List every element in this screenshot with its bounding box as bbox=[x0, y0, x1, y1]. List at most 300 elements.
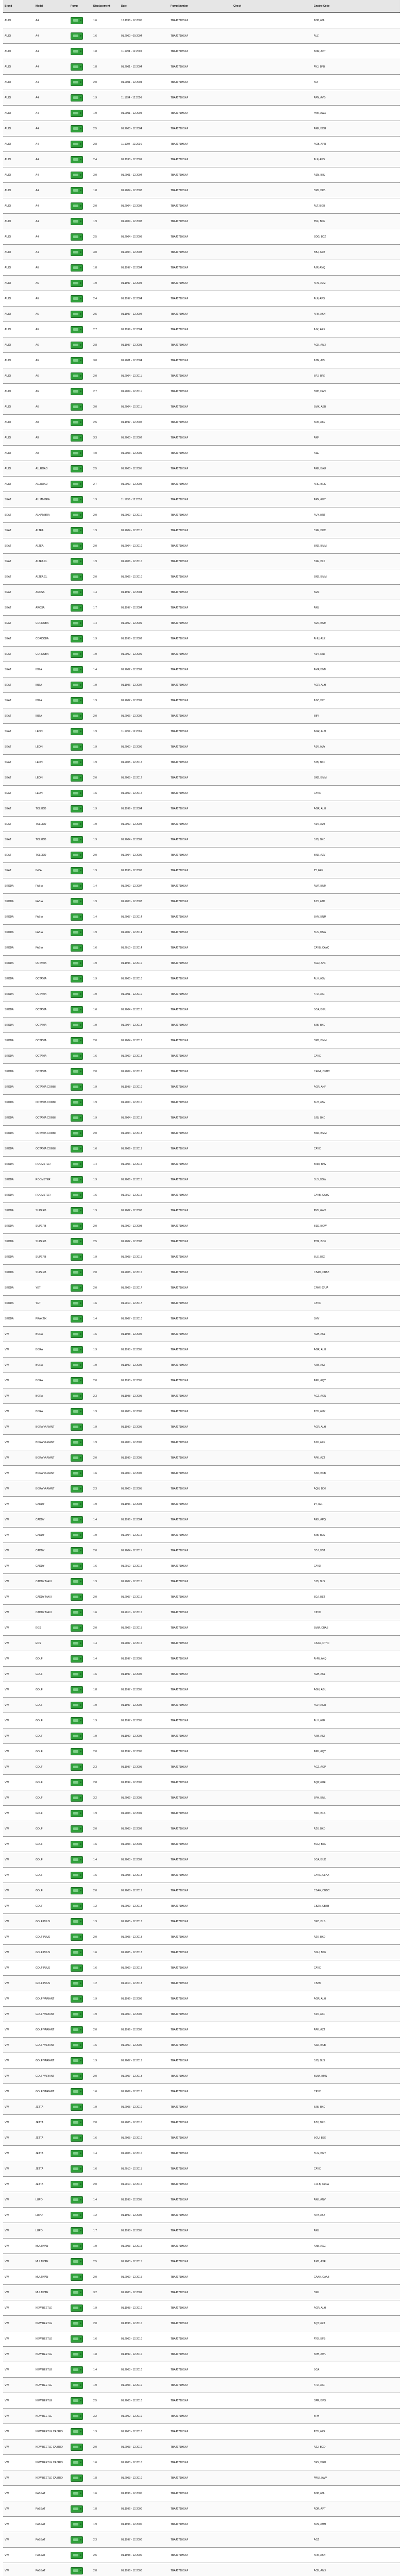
cell-engine-code: AKU bbox=[312, 2223, 400, 2239]
cell-model: A6 bbox=[34, 291, 69, 307]
cell-pump bbox=[69, 1435, 92, 1450]
cell-displacement: 1.9 bbox=[92, 1342, 120, 1358]
cell-pump bbox=[69, 1419, 92, 1435]
cell-model: TOLEDO bbox=[34, 832, 69, 848]
cell-pump-number: TBA4171H5XA bbox=[169, 260, 232, 276]
cell-date: 12.1996 - 12.2000 bbox=[120, 12, 169, 28]
fuel-pump-icon bbox=[71, 1362, 83, 1369]
cell-check bbox=[232, 1899, 312, 1914]
cell-displacement: 1.2 bbox=[92, 2208, 120, 2223]
table-row bbox=[3, 739, 400, 755]
cell-brand: VW bbox=[3, 2455, 34, 2470]
cell-model: GOLF PLUS bbox=[34, 1960, 69, 1976]
cell-pump bbox=[69, 848, 92, 863]
table-row bbox=[3, 1342, 400, 1358]
cell-date: 01.2007 - 12.2015 bbox=[120, 1636, 169, 1651]
fuel-pump-icon bbox=[71, 1578, 83, 1585]
cell-brand: SEAT bbox=[3, 724, 34, 739]
cell-brand: SKODA bbox=[3, 987, 34, 1002]
cell-displacement: 2.8 bbox=[92, 1775, 120, 1790]
cell-engine-code: BJB, BKC bbox=[312, 2099, 400, 2115]
cell-brand: AUDI bbox=[3, 353, 34, 368]
cell-displacement: 1.9 bbox=[92, 2378, 120, 2393]
cell-brand: SKODA bbox=[3, 1311, 34, 1327]
cell-pump bbox=[69, 1203, 92, 1218]
cell-check bbox=[232, 2053, 312, 2069]
cell-displacement: 2.0 bbox=[92, 2439, 120, 2455]
fuel-pump-icon bbox=[71, 805, 83, 812]
cell-model: BORA bbox=[34, 1342, 69, 1358]
cell-model: LEON bbox=[34, 739, 69, 755]
cell-date: 01.2004 - 12.2013 bbox=[120, 1110, 169, 1126]
table-row bbox=[3, 2517, 400, 2532]
cell-date: 01.1996 - 12.2003 bbox=[120, 863, 169, 878]
table-row bbox=[3, 1574, 400, 1589]
fuel-pump-icon bbox=[71, 1022, 83, 1029]
cell-displacement: 2.3 bbox=[92, 2532, 120, 2548]
cell-brand: VW bbox=[3, 1945, 34, 1960]
cell-check bbox=[232, 2269, 312, 2285]
cell-brand: SKODA bbox=[3, 940, 34, 956]
cell-displacement: 2.0 bbox=[92, 198, 120, 214]
table-row bbox=[3, 2455, 400, 2470]
cell-brand: VW bbox=[3, 2161, 34, 2177]
cell-check bbox=[232, 1636, 312, 1651]
cell-brand: VW bbox=[3, 1728, 34, 1744]
cell-model: NEW BEETLE CABRIO bbox=[34, 2439, 69, 2455]
table-row bbox=[3, 2007, 400, 2022]
cell-engine-code: BGU, BSE bbox=[312, 1945, 400, 1960]
cell-model: IBIZA bbox=[34, 662, 69, 677]
cell-engine-code: ASV, AUY bbox=[312, 739, 400, 755]
cell-pump bbox=[69, 1914, 92, 1929]
cell-check bbox=[232, 368, 312, 384]
cell-date: 01.2007 - 12.2014 bbox=[120, 925, 169, 940]
fuel-pump-icon bbox=[71, 1083, 83, 1091]
cell-check bbox=[232, 1497, 312, 1512]
cell-displacement: 1.6 bbox=[92, 2038, 120, 2053]
cell-date: 01.1998 - 12.2001 bbox=[120, 152, 169, 167]
cell-model: SUPERB bbox=[34, 1234, 69, 1249]
cell-displacement: 1.9 bbox=[92, 863, 120, 878]
table-row bbox=[3, 600, 400, 616]
cell-pump-number: TBA4171H5XA bbox=[169, 786, 232, 801]
cell-pump-number: TBA4171H5XA bbox=[169, 2501, 232, 2517]
cell-brand: VW bbox=[3, 1620, 34, 1636]
table-row bbox=[3, 1404, 400, 1419]
table-row bbox=[3, 183, 400, 198]
cell-date: 01.1997 - 12.2005 bbox=[120, 1759, 169, 1775]
fuel-pump-icon bbox=[71, 2304, 83, 2312]
cell-pump bbox=[69, 1296, 92, 1311]
cell-engine-code: CFFB, CLCA bbox=[312, 2177, 400, 2192]
cell-pump-number: TBA4171H5XA bbox=[169, 1342, 232, 1358]
cell-displacement: 1.9 bbox=[92, 956, 120, 971]
cell-check bbox=[232, 1728, 312, 1744]
cell-date: 01.1998 - 12.2005 bbox=[120, 2223, 169, 2239]
cell-displacement: 2.0 bbox=[92, 848, 120, 863]
fuel-pump-icon bbox=[71, 2351, 83, 2358]
cell-model: ALHAMBRA bbox=[34, 492, 69, 507]
cell-pump-number: TBA4171H5XA bbox=[169, 1744, 232, 1759]
cell-model: ROOMSTER bbox=[34, 1188, 69, 1203]
fuel-pump-icon bbox=[71, 759, 83, 766]
cell-pump-number: TBA4171H5XA bbox=[169, 461, 232, 477]
cell-check bbox=[232, 1249, 312, 1265]
cell-brand: SKODA bbox=[3, 1188, 34, 1203]
cell-brand: VW bbox=[3, 2378, 34, 2393]
cell-engine-code: BPR, BPS bbox=[312, 2393, 400, 2409]
cell-displacement: 2.8 bbox=[92, 137, 120, 152]
cell-pump bbox=[69, 971, 92, 987]
cell-model: LEON bbox=[34, 755, 69, 770]
fuel-pump-icon bbox=[71, 1934, 83, 1941]
cell-model: GOLF bbox=[34, 1790, 69, 1806]
cell-displacement: 2.5 bbox=[92, 229, 120, 245]
cell-pump-number: TBA4171H5XA bbox=[169, 137, 232, 152]
cell-pump-number: TBA4171H5XA bbox=[169, 600, 232, 616]
cell-brand: SKODA bbox=[3, 1064, 34, 1079]
cell-displacement: 1.9 bbox=[92, 276, 120, 291]
fuel-pump-icon bbox=[71, 960, 83, 967]
cell-pump bbox=[69, 1759, 92, 1775]
cell-pump-number: TBA4171H5XA bbox=[169, 2115, 232, 2130]
cell-engine-code: ALF, APS bbox=[312, 291, 400, 307]
cell-check bbox=[232, 2007, 312, 2022]
cell-check bbox=[232, 786, 312, 801]
cell-pump bbox=[69, 2084, 92, 2099]
cell-engine-code: AFN, AJM bbox=[312, 276, 400, 291]
cell-brand: SEAT bbox=[3, 677, 34, 693]
cell-displacement: 1.9 bbox=[92, 894, 120, 909]
cell-check bbox=[232, 276, 312, 291]
cell-check bbox=[232, 2409, 312, 2424]
cell-model: CORDOBA bbox=[34, 631, 69, 647]
cell-pump bbox=[69, 307, 92, 322]
cell-brand: SKODA bbox=[3, 1296, 34, 1311]
cell-pump-number: TBA4171H5XA bbox=[169, 1868, 232, 1883]
cell-model: GOLF PLUS bbox=[34, 1914, 69, 1929]
cell-displacement: 2.0 bbox=[92, 1589, 120, 1605]
cell-brand: VW bbox=[3, 2424, 34, 2439]
cell-displacement: 1.6 bbox=[92, 1667, 120, 1682]
cell-pump bbox=[69, 2316, 92, 2331]
cell-displacement: 1.8 bbox=[92, 2347, 120, 2362]
cell-pump-number: TBA4171H5XA bbox=[169, 2146, 232, 2161]
cell-date: 01.2004 - 12.2011 bbox=[120, 399, 169, 415]
cell-check bbox=[232, 106, 312, 121]
cell-displacement: 1.6 bbox=[92, 786, 120, 801]
cell-pump bbox=[69, 2115, 92, 2130]
cell-engine-code: AGZ, AQN bbox=[312, 1388, 400, 1404]
table-row bbox=[3, 1048, 400, 1064]
cell-date: 01.1996 - 12.2000 bbox=[120, 2501, 169, 2517]
cell-displacement: 1.9 bbox=[92, 492, 120, 507]
cell-displacement: 1.9 bbox=[92, 1095, 120, 1110]
cell-engine-code: ANY, AYZ bbox=[312, 2208, 400, 2223]
table-row bbox=[3, 399, 400, 415]
cell-check bbox=[232, 307, 312, 322]
fuel-pump-icon bbox=[71, 1717, 83, 1724]
fuel-pump-icon bbox=[71, 1686, 83, 1693]
cell-pump-number: TBA4171H5XA bbox=[169, 585, 232, 600]
cell-check bbox=[232, 1450, 312, 1466]
cell-displacement: 2.3 bbox=[92, 1481, 120, 1497]
cell-pump bbox=[69, 724, 92, 739]
fuel-pump-icon bbox=[71, 264, 83, 272]
cell-model: GOLF bbox=[34, 1651, 69, 1667]
cell-pump-number: TBA4171H5XA bbox=[169, 1280, 232, 1296]
fuel-pump-icon bbox=[71, 2258, 83, 2265]
cell-displacement: 1.9 bbox=[92, 1079, 120, 1095]
cell-engine-code: BKC, BLS bbox=[312, 1914, 400, 1929]
cell-engine-code: APK, AZJ bbox=[312, 2022, 400, 2038]
table-row bbox=[3, 106, 400, 121]
cell-brand: VW bbox=[3, 2409, 34, 2424]
cell-model: GOLF bbox=[34, 1728, 69, 1744]
cell-displacement: 1.9 bbox=[92, 832, 120, 848]
cell-pump-number: TBA4171H5XA bbox=[169, 817, 232, 832]
cell-pump bbox=[69, 2239, 92, 2254]
cell-pump-number: TBA4171H5XA bbox=[169, 1404, 232, 1419]
cell-check bbox=[232, 554, 312, 569]
cell-displacement: 2.0 bbox=[92, 1450, 120, 1466]
cell-date: 01.1999 - 12.2005 bbox=[120, 1728, 169, 1744]
cell-displacement: 1.8 bbox=[92, 260, 120, 276]
fuel-pump-icon bbox=[71, 295, 83, 302]
cell-check bbox=[232, 1651, 312, 1667]
cell-displacement: 1.9 bbox=[92, 1172, 120, 1188]
cell-model: SUPERB bbox=[34, 1203, 69, 1218]
cell-date: 01.1996 - 12.2004 bbox=[120, 1512, 169, 1528]
cell-engine-code: BDG, BCZ bbox=[312, 229, 400, 245]
cell-pump bbox=[69, 554, 92, 569]
cell-check bbox=[232, 801, 312, 817]
cell-check bbox=[232, 1280, 312, 1296]
cell-engine-code: BNV, BNM bbox=[312, 909, 400, 925]
cell-displacement: 2.3 bbox=[92, 1759, 120, 1775]
cell-brand: VW bbox=[3, 1388, 34, 1404]
cell-date: 01.2008 - 12.2015 bbox=[120, 1265, 169, 1280]
cell-engine-code: AGZ, AQP bbox=[312, 1759, 400, 1775]
table-row bbox=[3, 2439, 400, 2455]
cell-engine-code: BXE, BKC bbox=[312, 523, 400, 538]
cell-model: OCTAVIA bbox=[34, 956, 69, 971]
cell-pump bbox=[69, 2177, 92, 2192]
cell-pump-number: TBA4171H5XA bbox=[169, 1311, 232, 1327]
cell-pump-number: TBA4171H5XA bbox=[169, 2038, 232, 2053]
cell-date: 11.1994 - 12.2000 bbox=[120, 44, 169, 59]
cell-date: 01.2000 - 12.2006 bbox=[120, 739, 169, 755]
fuel-pump-icon bbox=[71, 1377, 83, 1384]
cell-displacement: 1.9 bbox=[92, 1419, 120, 1435]
table-row bbox=[3, 2084, 400, 2099]
cell-displacement: 1.4 bbox=[92, 662, 120, 677]
cell-pump bbox=[69, 2501, 92, 2517]
cell-check bbox=[232, 1079, 312, 1095]
cell-pump bbox=[69, 708, 92, 724]
cell-engine-code: BXE, BLS bbox=[312, 554, 400, 569]
cell-model: JETTA bbox=[34, 2115, 69, 2130]
cell-date: 01.2004 - 12.2013 bbox=[120, 1126, 169, 1141]
table-row bbox=[3, 1373, 400, 1388]
cell-check bbox=[232, 75, 312, 90]
cell-pump bbox=[69, 90, 92, 106]
cell-engine-code: BLG, BMY bbox=[312, 2146, 400, 2161]
cell-engine-code: AZD, BCB bbox=[312, 1466, 400, 1481]
cell-pump-number: TBA4171H5XA bbox=[169, 2130, 232, 2146]
cell-date: 01.2005 - 12.2010 bbox=[120, 2115, 169, 2130]
cell-pump bbox=[69, 693, 92, 708]
fuel-pump-icon bbox=[71, 1810, 83, 1817]
cell-pump-number: TBA4171H5XA bbox=[169, 2548, 232, 2563]
cell-pump-number: TBA4171H5XA bbox=[169, 1651, 232, 1667]
cell-brand: SKODA bbox=[3, 925, 34, 940]
cell-brand: VW bbox=[3, 1481, 34, 1497]
cell-pump bbox=[69, 1342, 92, 1358]
table-row bbox=[3, 2378, 400, 2393]
cell-date: 01.2000 - 12.2010 bbox=[120, 971, 169, 987]
cell-model: TOLEDO bbox=[34, 817, 69, 832]
cell-date: 01.2002 - 12.2009 bbox=[120, 647, 169, 662]
cell-pump bbox=[69, 260, 92, 276]
cell-engine-code: ADR, APT bbox=[312, 44, 400, 59]
cell-brand: VW bbox=[3, 1589, 34, 1605]
cell-check bbox=[232, 569, 312, 585]
cell-engine-code: BLS, BXE bbox=[312, 1249, 400, 1265]
cell-date: 01.1998 - 12.2010 bbox=[120, 2300, 169, 2316]
cell-model: GOLF bbox=[34, 1899, 69, 1914]
cell-pump bbox=[69, 2285, 92, 2300]
cell-pump bbox=[69, 2532, 92, 2548]
table-row bbox=[3, 461, 400, 477]
fuel-pump-icon bbox=[71, 403, 83, 411]
cell-pump bbox=[69, 44, 92, 59]
cell-engine-code: BJB, BKC bbox=[312, 1110, 400, 1126]
cell-pump bbox=[69, 291, 92, 307]
cell-brand: AUDI bbox=[3, 28, 34, 44]
cell-model: SUPERB bbox=[34, 1249, 69, 1265]
cell-pump bbox=[69, 1234, 92, 1249]
cell-model: FABIA bbox=[34, 909, 69, 925]
cell-pump-number: TBA4171H5XA bbox=[169, 1497, 232, 1512]
cell-displacement: 1.9 bbox=[92, 739, 120, 755]
cell-date: 01.2003 - 12.2010 bbox=[120, 2455, 169, 2470]
cell-brand: SEAT bbox=[3, 538, 34, 554]
cell-model: A6 bbox=[34, 322, 69, 337]
fuel-pump-icon bbox=[71, 326, 83, 333]
cell-displacement: 1.4 bbox=[92, 585, 120, 600]
cell-pump-number: TBA4171H5XA bbox=[169, 1589, 232, 1605]
cell-pump-number: TBA4171H5XA bbox=[169, 878, 232, 894]
cell-pump-number: TBA4171H5XA bbox=[169, 693, 232, 708]
cell-pump-number: TBA4171H5XA bbox=[169, 1373, 232, 1388]
cell-engine-code: CAYC bbox=[312, 786, 400, 801]
cell-check bbox=[232, 1481, 312, 1497]
cell-engine-code: AGR, ALH bbox=[312, 801, 400, 817]
cell-model: FABIA bbox=[34, 925, 69, 940]
cell-displacement: 1.9 bbox=[92, 925, 120, 940]
cell-engine-code: AMF, BNM bbox=[312, 662, 400, 677]
cell-model: CADDY bbox=[34, 1497, 69, 1512]
cell-brand: VW bbox=[3, 1790, 34, 1806]
cell-brand: AUDI bbox=[3, 214, 34, 229]
cell-engine-code: ASZ, BLT bbox=[312, 693, 400, 708]
cell-pump bbox=[69, 1991, 92, 2007]
cell-brand: SKODA bbox=[3, 1280, 34, 1296]
cell-model: A8 bbox=[34, 430, 69, 446]
cell-pump bbox=[69, 1543, 92, 1558]
cell-pump bbox=[69, 1528, 92, 1543]
table-row bbox=[3, 786, 400, 801]
cell-brand: SEAT bbox=[3, 801, 34, 817]
cell-date: 01.2004 - 12.2009 bbox=[120, 832, 169, 848]
table-row bbox=[3, 1497, 400, 1512]
cell-check bbox=[232, 987, 312, 1002]
cell-pump-number: TBA4171H5XA bbox=[169, 2192, 232, 2208]
cell-model: OCTAVIA bbox=[34, 1048, 69, 1064]
cell-check bbox=[232, 925, 312, 940]
table-row bbox=[3, 538, 400, 554]
fuel-pump-icon bbox=[71, 1037, 83, 1044]
cell-engine-code: ALH, AHF bbox=[312, 1713, 400, 1728]
cell-model: A4 bbox=[34, 214, 69, 229]
cell-model: PASSAT bbox=[34, 2501, 69, 2517]
fuel-pump-icon bbox=[71, 1470, 83, 1477]
fuel-pump-icon bbox=[71, 2196, 83, 2204]
cell-pump-number: TBA4171H5XA bbox=[169, 2177, 232, 2192]
cell-pump-number: TBA4171H5XA bbox=[169, 2331, 232, 2347]
table-row bbox=[3, 307, 400, 322]
table-row bbox=[3, 430, 400, 446]
cell-displacement: 1.6 bbox=[92, 1048, 120, 1064]
cell-pump bbox=[69, 399, 92, 415]
cell-check bbox=[232, 1327, 312, 1342]
cell-pump-number: TBA4171H5XA bbox=[169, 523, 232, 538]
cell-pump-number: TBA4171H5XA bbox=[169, 2563, 232, 2576]
cell-pump-number: TBA4171H5XA bbox=[169, 554, 232, 569]
cell-pump-number: TBA4171H5XA bbox=[169, 956, 232, 971]
cell-model: MULTIVAN bbox=[34, 2285, 69, 2300]
cell-date: 01.1997 - 12.2004 bbox=[120, 585, 169, 600]
cell-brand: VW bbox=[3, 2099, 34, 2115]
table-row bbox=[3, 677, 400, 693]
cell-brand: VW bbox=[3, 2532, 34, 2548]
cell-displacement: 1.4 bbox=[92, 878, 120, 894]
cell-pump-number: TBA4171H5XA bbox=[169, 1728, 232, 1744]
cell-engine-code: ALH, ASV bbox=[312, 1095, 400, 1110]
cell-pump-number: TBA4171H5XA bbox=[169, 1018, 232, 1033]
table-row bbox=[3, 987, 400, 1002]
cell-engine-code: 1Y, AEF bbox=[312, 1497, 400, 1512]
cell-displacement: 1.4 bbox=[92, 2362, 120, 2378]
cell-engine-code: AEH, AKL bbox=[312, 1327, 400, 1342]
cell-displacement: 1.4 bbox=[92, 1157, 120, 1172]
cell-date: 01.2000 - 12.2010 bbox=[120, 507, 169, 523]
fuel-pump-icon bbox=[71, 1315, 83, 1323]
cell-check bbox=[232, 1388, 312, 1404]
cell-pump-number: TBA4171H5XA bbox=[169, 1419, 232, 1435]
cell-pump bbox=[69, 2099, 92, 2115]
cell-engine-code: AGR, AHF bbox=[312, 1079, 400, 1095]
cell-date: 01.2004 - 12.2015 bbox=[120, 1543, 169, 1558]
cell-brand: AUDI bbox=[3, 167, 34, 183]
cell-brand: VW bbox=[3, 1744, 34, 1759]
table-row bbox=[3, 59, 400, 75]
cell-model: A4 bbox=[34, 198, 69, 214]
cell-model: BORA VARIANT bbox=[34, 1419, 69, 1435]
cell-pump bbox=[69, 1110, 92, 1126]
